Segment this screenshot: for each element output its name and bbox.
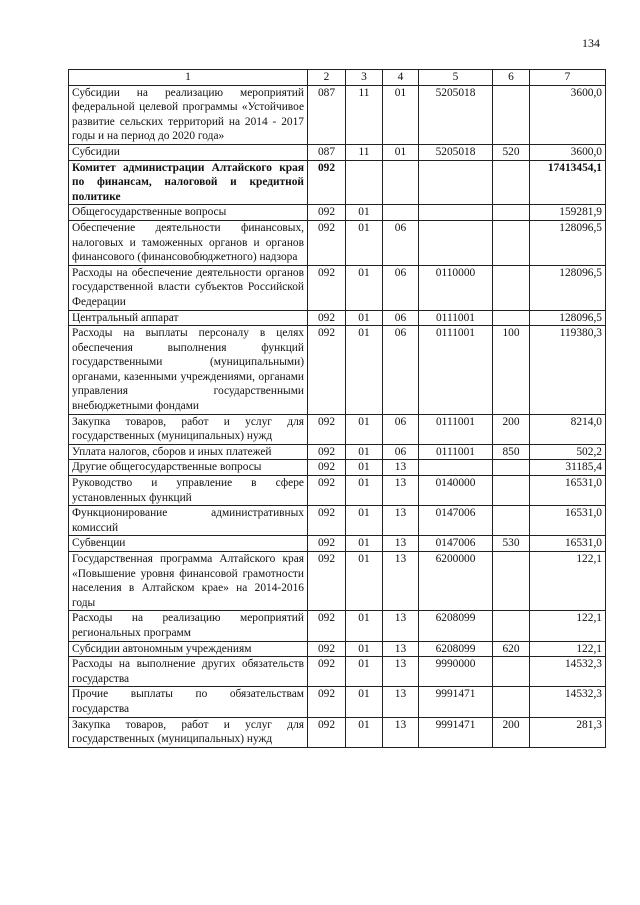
row-amount: 122,1: [530, 641, 606, 657]
row-name: Субсидии: [69, 144, 308, 160]
row-subsection-code: 13: [383, 476, 419, 506]
row-amount: 16531,0: [530, 476, 606, 506]
row-target-code: 9990000: [419, 657, 493, 687]
row-expense-type-code: [493, 265, 530, 310]
row-ministry-code: 092: [308, 310, 346, 326]
header-col-4: 4: [383, 70, 419, 86]
header-col-6: 6: [493, 70, 530, 86]
row-subsection-code: [383, 205, 419, 221]
row-subsection-code: 13: [383, 552, 419, 611]
table-row: [69, 144, 606, 160]
row-name: Государственная программа Алтайского края «Повышение уровня финансовой грамотности населения в Алтайском крае» на 2014-2016 годы: [69, 552, 308, 611]
header-col-1: 1: [69, 70, 308, 86]
table-row: [69, 414, 606, 444]
table-row: [69, 444, 606, 460]
row-target-code: [419, 460, 493, 476]
row-amount: 502,2: [530, 444, 606, 460]
row-amount: 17413454,1: [530, 160, 606, 205]
row-amount: 122,1: [530, 611, 606, 641]
row-subsection-code: 13: [383, 717, 419, 747]
row-ministry-code: 092: [308, 160, 346, 205]
table-row: [69, 205, 606, 221]
row-ministry-code: 092: [308, 552, 346, 611]
row-amount: 31185,4: [530, 460, 606, 476]
table-row: [69, 220, 606, 265]
row-amount: 8214,0: [530, 414, 606, 444]
row-name: Прочие выплаты по обязательствам государства: [69, 687, 308, 717]
row-section-code: 01: [346, 552, 383, 611]
row-subsection-code: 01: [383, 144, 419, 160]
row-section-code: 01: [346, 506, 383, 536]
row-expense-type-code: [493, 310, 530, 326]
table-row: [69, 657, 606, 687]
row-amount: 128096,5: [530, 265, 606, 310]
row-target-code: 0111001: [419, 310, 493, 326]
row-subsection-code: 06: [383, 265, 419, 310]
row-name: Уплата налогов, сборов и иных платежей: [69, 444, 308, 460]
row-name: Расходы на выполнение других обязательств государства: [69, 657, 308, 687]
row-name: Закупка товаров, работ и услуг для государственных (муниципальных) нужд: [69, 717, 308, 747]
table-row: [69, 310, 606, 326]
header-col-7: 7: [530, 70, 606, 86]
row-expense-type-code: [493, 552, 530, 611]
row-section-code: 11: [346, 144, 383, 160]
row-subsection-code: 13: [383, 506, 419, 536]
row-section-code: 01: [346, 326, 383, 415]
row-amount: 159281,9: [530, 205, 606, 221]
row-amount: 14532,3: [530, 657, 606, 687]
row-name: Комитет администрации Алтайского края по финансам, налоговой и кредитной политике: [69, 160, 308, 205]
row-target-code: [419, 220, 493, 265]
row-target-code: 0147006: [419, 536, 493, 552]
row-subsection-code: 06: [383, 326, 419, 415]
row-ministry-code: 092: [308, 641, 346, 657]
row-expense-type-code: 520: [493, 144, 530, 160]
row-name: Центральный аппарат: [69, 310, 308, 326]
row-ministry-code: 092: [308, 687, 346, 717]
row-expense-type-code: [493, 476, 530, 506]
row-amount: 16531,0: [530, 536, 606, 552]
row-subsection-code: [383, 160, 419, 205]
row-target-code: 0111001: [419, 414, 493, 444]
row-target-code: 6200000: [419, 552, 493, 611]
row-amount: 122,1: [530, 552, 606, 611]
row-section-code: 01: [346, 205, 383, 221]
table-row: [69, 506, 606, 536]
row-ministry-code: 092: [308, 611, 346, 641]
table-row: [69, 687, 606, 717]
row-target-code: 0111001: [419, 444, 493, 460]
row-expense-type-code: [493, 687, 530, 717]
row-ministry-code: 092: [308, 220, 346, 265]
row-ministry-code: 092: [308, 536, 346, 552]
table-body: [69, 85, 606, 747]
row-ministry-code: 092: [308, 506, 346, 536]
row-name: Функционирование административных комиссий: [69, 506, 308, 536]
row-section-code: 01: [346, 641, 383, 657]
row-section-code: [346, 160, 383, 205]
row-subsection-code: 13: [383, 641, 419, 657]
row-ministry-code: 092: [308, 717, 346, 747]
row-name: Субсидии автономным учреждениям: [69, 641, 308, 657]
row-subsection-code: 06: [383, 310, 419, 326]
row-expense-type-code: [493, 657, 530, 687]
row-expense-type-code: 200: [493, 717, 530, 747]
row-name: Закупка товаров, работ и услуг для государственных (муниципальных) нужд: [69, 414, 308, 444]
row-name: Обеспечение деятельности финансовых, налоговых и таможенных органов и органов финансового (финансовобюджетного) надзора: [69, 220, 308, 265]
row-name: Субвенции: [69, 536, 308, 552]
row-target-code: 6208099: [419, 611, 493, 641]
row-ministry-code: 087: [308, 85, 346, 144]
row-section-code: 01: [346, 611, 383, 641]
table-row: [69, 460, 606, 476]
row-ministry-code: 087: [308, 144, 346, 160]
row-subsection-code: 06: [383, 414, 419, 444]
row-target-code: 0140000: [419, 476, 493, 506]
row-amount: 14532,3: [530, 687, 606, 717]
table-row: [69, 641, 606, 657]
row-section-code: 11: [346, 85, 383, 144]
budget-table: [68, 69, 606, 748]
row-name: Расходы на обеспечение деятельности органов государственной власти субъектов Российской Федерации: [69, 265, 308, 310]
row-target-code: 6208099: [419, 641, 493, 657]
row-expense-type-code: [493, 85, 530, 144]
row-target-code: 0110000: [419, 265, 493, 310]
row-expense-type-code: [493, 611, 530, 641]
row-ministry-code: 092: [308, 476, 346, 506]
row-expense-type-code: [493, 220, 530, 265]
row-subsection-code: 01: [383, 85, 419, 144]
row-expense-type-code: [493, 460, 530, 476]
table-row: [69, 476, 606, 506]
row-section-code: 01: [346, 717, 383, 747]
row-expense-type-code: 200: [493, 414, 530, 444]
row-subsection-code: 13: [383, 611, 419, 641]
row-section-code: 01: [346, 476, 383, 506]
header-col-5: 5: [419, 70, 493, 86]
row-section-code: 01: [346, 687, 383, 717]
row-subsection-code: 06: [383, 444, 419, 460]
row-name: Расходы на реализацию мероприятий региональных программ: [69, 611, 308, 641]
row-target-code: [419, 205, 493, 221]
row-section-code: 01: [346, 220, 383, 265]
header-col-3: 3: [346, 70, 383, 86]
row-amount: 281,3: [530, 717, 606, 747]
table-row: [69, 85, 606, 144]
row-expense-type-code: 530: [493, 536, 530, 552]
row-expense-type-code: [493, 160, 530, 205]
row-subsection-code: 13: [383, 536, 419, 552]
row-ministry-code: 092: [308, 414, 346, 444]
row-target-code: [419, 160, 493, 205]
row-name: Субсидии на реализацию мероприятий федеральной целевой программы «Устойчивое развитие сельских территорий на 2014 - 2017 годы и на период до 2020 года»: [69, 85, 308, 144]
row-name: Руководство и управление в сфере установленных функций: [69, 476, 308, 506]
row-target-code: 9991471: [419, 687, 493, 717]
row-amount: 3600,0: [530, 144, 606, 160]
row-expense-type-code: [493, 205, 530, 221]
table-row: [69, 536, 606, 552]
table-row: [69, 717, 606, 747]
table-row: [69, 265, 606, 310]
row-section-code: 01: [346, 460, 383, 476]
row-name: Другие общегосударственные вопросы: [69, 460, 308, 476]
row-section-code: 01: [346, 414, 383, 444]
row-target-code: 5205018: [419, 85, 493, 144]
row-ministry-code: 092: [308, 657, 346, 687]
header-col-2: 2: [308, 70, 346, 86]
table-row: [69, 611, 606, 641]
row-amount: 3600,0: [530, 85, 606, 144]
row-amount: 119380,3: [530, 326, 606, 415]
row-amount: 16531,0: [530, 506, 606, 536]
row-expense-type-code: [493, 506, 530, 536]
row-section-code: 01: [346, 265, 383, 310]
row-name: Общегосударственные вопросы: [69, 205, 308, 221]
row-amount: 128096,5: [530, 310, 606, 326]
row-target-code: 9991471: [419, 717, 493, 747]
row-section-code: 01: [346, 536, 383, 552]
row-ministry-code: 092: [308, 460, 346, 476]
table-header-row: [69, 70, 606, 86]
row-section-code: 01: [346, 444, 383, 460]
row-target-code: 0111001: [419, 326, 493, 415]
row-ministry-code: 092: [308, 444, 346, 460]
row-subsection-code: 13: [383, 657, 419, 687]
row-ministry-code: 092: [308, 205, 346, 221]
table-row: [69, 160, 606, 205]
row-ministry-code: 092: [308, 265, 346, 310]
row-section-code: 01: [346, 310, 383, 326]
row-subsection-code: 06: [383, 220, 419, 265]
row-ministry-code: 092: [308, 326, 346, 415]
row-subsection-code: 13: [383, 460, 419, 476]
row-expense-type-code: 850: [493, 444, 530, 460]
page-number: 134: [582, 36, 600, 50]
row-expense-type-code: 100: [493, 326, 530, 415]
row-target-code: 5205018: [419, 144, 493, 160]
row-amount: 128096,5: [530, 220, 606, 265]
row-name: Расходы на выплаты персоналу в целях обеспечения выполнения функций государственными (муниципальными) органами, казенными учреждениями, органами управления государственными внебюджетными фондами: [69, 326, 308, 415]
row-expense-type-code: 620: [493, 641, 530, 657]
table-row: [69, 326, 606, 415]
row-target-code: 0147006: [419, 506, 493, 536]
row-subsection-code: 13: [383, 687, 419, 717]
row-section-code: 01: [346, 657, 383, 687]
table-row: [69, 552, 606, 611]
